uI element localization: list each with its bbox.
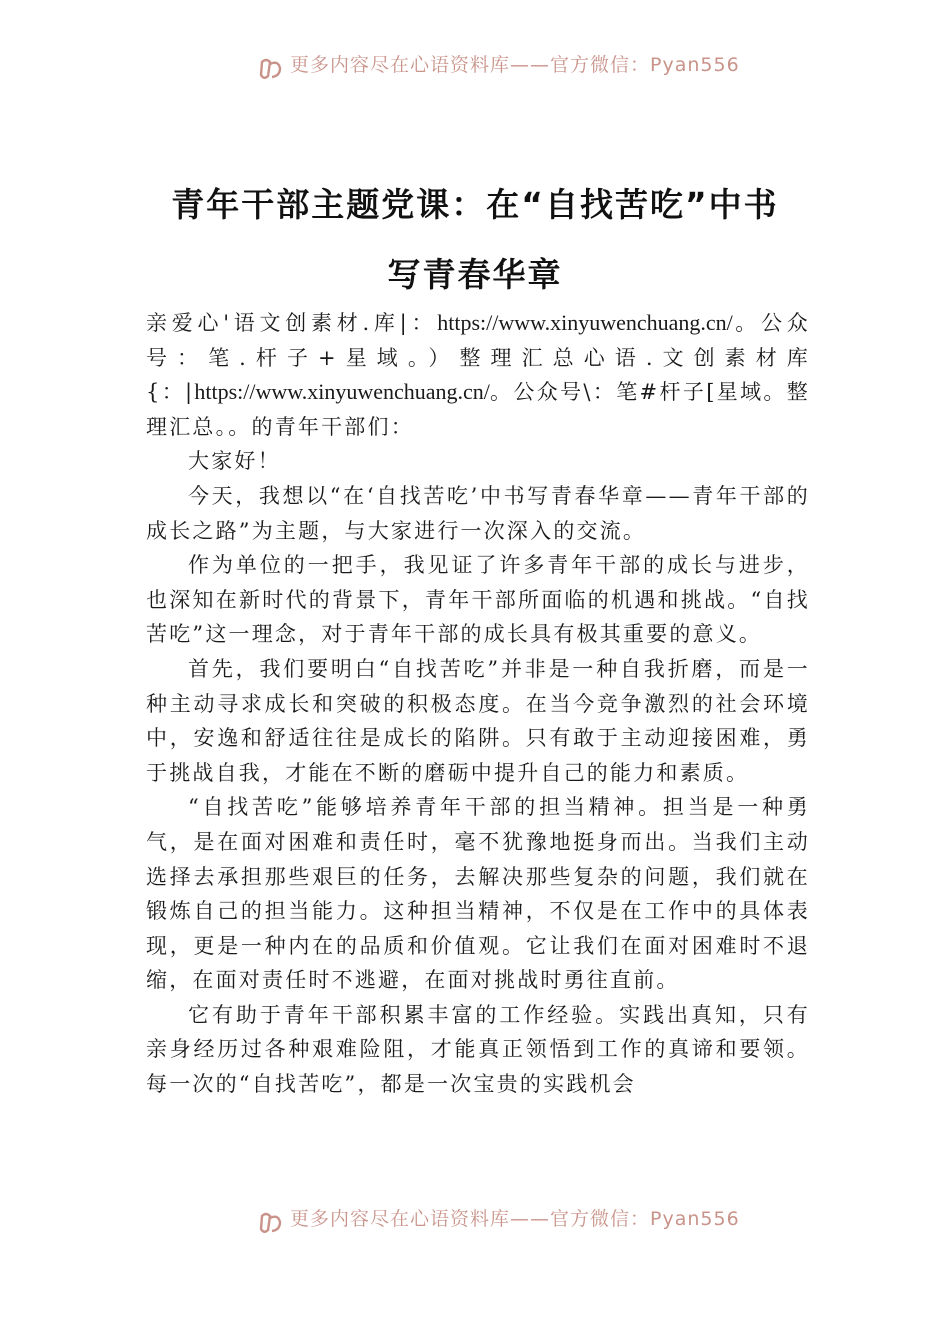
lead-text-2: 。公众号：笔.杆子+星域。）整理汇总心语.文创素材库{：|	[146, 311, 811, 405]
title-line-1: 青年干部主题党课：在“自找苦吃”中书	[171, 185, 779, 224]
watermark-text: 更多内容尽在心语资料库——官方微信：Pyan556	[290, 53, 740, 76]
watermark-header	[258, 52, 778, 86]
paragraph-greeting: 大家好！	[188, 449, 281, 474]
lead-text-3: 。公众号\：笔#杆子[星域。整理汇总。。的青年干部们：	[146, 380, 810, 439]
paragraph: 作为单位的一把手，我见证了许多青年干部的成长与进步，也深知在新时代的背景下，青年干部所面临的机遇和挑战。“自找苦吃”这一理念，对于青年干部的成长具有极其重要的意义。	[146, 553, 810, 647]
watermark-logo-icon	[258, 56, 284, 82]
watermark-footer	[258, 1206, 778, 1240]
watermark-text: 更多内容尽在心语资料库——官方微信：Pyan556	[290, 1207, 740, 1230]
lead-paragraph	[146, 306, 810, 444]
paragraph: 今天，我想以“在‘自找苦吃’中书写青春华章——青年干部的成长之路”为主题，与大家进行一次深入的交流。	[146, 483, 810, 543]
document-body	[146, 306, 810, 1102]
title-line-2: 写青春华章	[387, 255, 563, 294]
lead-text-1: 亲爱心'语文创素材.库|：	[146, 311, 438, 335]
paragraph: “自找苦吃”能够培养青年干部的担当精神。担当是一种勇气，是在面对困难和责任时，毫不犹豫地挺身而出。当我们主动选择去承担那些艰巨的任务，去解决那些复杂的问题，我们就在锻炼自己的担当能力。这种担当精神，不仅是在工作中的具体表现，更是一种内在的品质和价值观。它让我们在面对困难时不退缩，在面对责任时不逃避，在面对挑战时勇往直前。	[146, 795, 810, 993]
watermark-logo-icon	[258, 1210, 284, 1236]
document-title	[120, 170, 830, 310]
paragraph: 它有助于青年干部积累丰富的工作经验。实践出真知，只有亲身经历过各种艰难险阻，才能真正领悟到工作的真谛和要领。每一次的“自找苦吃”，都是一次宝贵的实践机会	[146, 1002, 810, 1097]
lead-url-2: https://www.xinyuwenchuang.cn/	[194, 379, 490, 405]
lead-url-1: https://www.xinyuwenchuang.cn/	[437, 310, 733, 335]
paragraph: 首先，我们要明白“自找苦吃”并非是一种自我折磨，而是一种主动寻求成长和突破的积极态度。在当今竞争激烈的社会环境中，安逸和舒适往往是成长的陷阱。只有敢于主动迎接困难，勇于挑战自我，才能在不断的磨砺中提升自己的能力和素质。	[146, 656, 810, 785]
